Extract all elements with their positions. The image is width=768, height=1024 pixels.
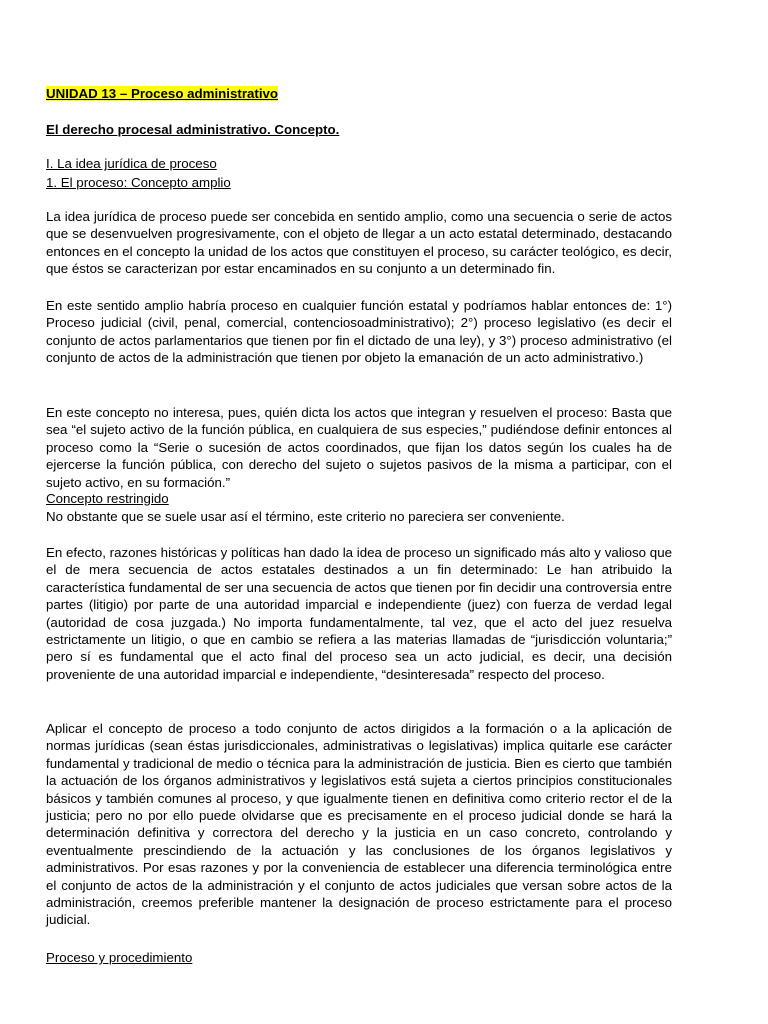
heading-concepto-amplio: 1. El proceso: Concepto amplio (46, 175, 231, 190)
paragraph: La idea jurídica de proceso puede ser concebida en sentido amplio, como una secuencia o serie de actos que se desenvuelven progresivamente, con el objeto de llegar a un acto estatal determinado, destacando entonces en el concepto la unidad de los actos que constituyen el proceso, su carácter teológico, es decir, que éstos se caracterizan por estar encaminados en su conjunto a un determinado fin. (46, 209, 672, 277)
heading-proceso-y-procedimiento: Proceso y procedimiento (46, 950, 193, 965)
section-title: El derecho procesal administrativo. Concepto. (46, 122, 340, 137)
paragraph: En este sentido amplio habría proceso en cualquier función estatal y podríamos hablar entonces de: 1°) Proceso judicial (civil, penal, comercial, contenciosoadministrativo); 2°) proceso legislativo (es decir el conjunto de actos parlamentarios que tienen por fin el dictado de una ley), y 3°) proceso administrativo (el conjunto de actos de la administración que tienen por objeto la emanación de un acto administrativo.) (46, 298, 672, 366)
unit-title-text: UNIDAD 13 – Proceso administrativo (46, 86, 279, 101)
heading-idea-juridica: I. La idea jurídica de proceso (46, 156, 217, 171)
heading-concepto-restringido: Concepto restringido (46, 491, 169, 506)
paragraph: En efecto, razones históricas y políticas han dado la idea de proceso un significado más alto y valioso que el de mera secuencia de actos estatales destinados a un fin determinado: Le han atribuido la característica fundamental de ser una secuencia de actos que tienen por fin decidir una controversia entre partes (litigio) por parte de una autoridad imparcial e independiente (juez) con fuerza de verdad legal (autoridad de cosa juzgada.) No importa fundamentalmente, tal vez, que el acto del juez resuelva estrictamente un litigio, o que en cambio se refiera a las materias llamadas de “jurisdicción voluntaria;” pero sí es fundamental que el acto final del proceso sea un acto judicial, es decir, una decisión proveniente de una autoridad imparcial e independiente, “desinteresada” respecto del proceso. (46, 545, 672, 682)
paragraph: En este concepto no interesa, pues, quién dicta los actos que integran y resuelven el proceso: Basta que sea “el sujeto activo de la función pública, en cualquiera de sus especies,” pudiéndose definir entonces al proceso como la “Serie o sucesión de actos coordinados, que fijan los datos según los cuales ha de ejercerse la función pública, con derecho del sujeto o sujetos pasivos de la misma a participar, con el sujeto activo, en su formación.” (46, 405, 672, 490)
unit-title (46, 85, 672, 102)
paragraph: Aplicar el concepto de proceso a todo conjunto de actos dirigidos a la formación o a la aplicación de normas jurídicas (sean éstas jurisdiccionales, administrativas o legislativas) implica quitarle ese carácter fundamental y tradicional de medio o técnica para la administración de justicia. Bien es cierto que también la actuación de los órganos administrativos y legislativos está sujeta a ciertos principios constitucionales básicos y también comunes al proceso, y que igualmente tienen en definitiva como criterio rector el de la justicia; pero no por ello puede olvidarse que es precisamente en el proceso judicial donde se hará la determinación definitiva y correctora del derecho y la justicia en un caso concreto, controlando y eventualmente prescindiendo de la actuación y las conclusiones de los órganos legislativos y administrativos. Por esas razones y por la conveniencia de establecer una diferencia terminológica entre el conjunto de actos de la administración y el conjunto de actos judiciales que versan sobre actos de la administración, creemos preferible mantener la designación de proceso estrictamente para el proceso judicial. (46, 721, 672, 928)
paragraph: No obstante que se suele usar así el término, este criterio no pareciera ser conveniente. (46, 509, 565, 524)
